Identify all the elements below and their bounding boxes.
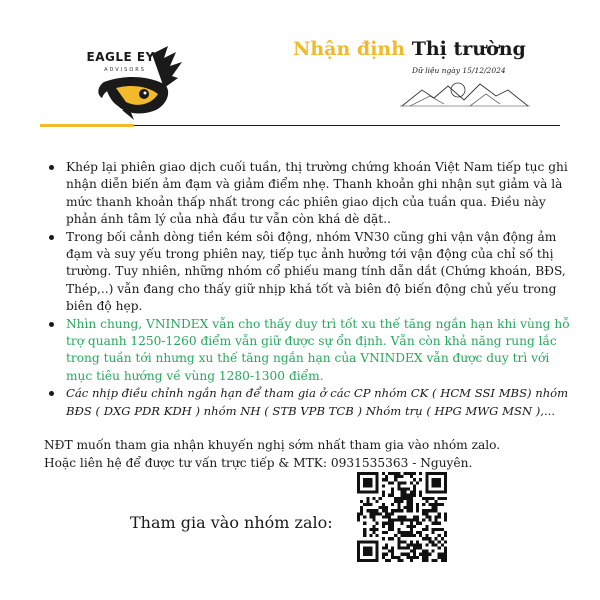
title-rest: Thị trường <box>411 38 526 60</box>
logo-subtitle: ADVISORS <box>104 67 146 73</box>
contact-block <box>44 436 574 472</box>
header-rule-accent <box>40 124 134 127</box>
bullet-dot <box>49 391 54 396</box>
bullet-item <box>44 159 574 229</box>
bullet-dot <box>49 165 54 170</box>
header-rule <box>134 125 560 126</box>
bullet-dot <box>49 322 54 327</box>
bullet-item <box>44 229 574 316</box>
logo-name: EAGLE EYE <box>86 50 164 64</box>
contact-line-2: Hoặc liên hệ để được tư vấn trực tiếp & MTK: 0931535363 - Nguyên. <box>44 456 473 470</box>
analysis-bullets <box>44 159 574 420</box>
bullet-item-highlight <box>44 316 574 386</box>
eagle-eye-logo <box>60 40 190 122</box>
title-highlight: Nhận định <box>293 38 406 60</box>
bullet-text: Khép lại phiên giao dịch cuối tuần, thị trường chứng khoán Việt Nam tiếp tục ghi nhận diễn biến ảm đạm và giảm điểm nhẹ. Thanh khoản ghi nhận sụt giảm và là mức thanh khoản thấp nhất trong các phiên giao dịch của tuần qua. Điều này phản ánh tâm lý của nhà đầu tư vẫn còn khá dè dặt.. <box>66 160 568 227</box>
bullet-text: Trong bối cảnh dòng tiền kém sôi động, nhóm VN30 cũng ghi vận vận động ảm đạm và suy yếu trong phiên nay, tiếp tục ảnh hưởng tới vận động của chỉ số thị trường. Tuy nhiên, những nhóm cổ phiếu mang tính dẫn dắt (Chứng khoán, BĐS, Thép,..) vẫn đang cho thấy giữ nhịp khá tốt và biên độ biến động chủ yếu trong biên độ hẹp. <box>66 229 566 314</box>
join-zalo-label: Tham gia vào nhóm zalo: <box>130 513 333 532</box>
date-line: Dữ liệu ngày 15/12/2024 <box>412 66 506 75</box>
bullet-dot <box>49 235 54 240</box>
bullet-text: Các nhịp điều chỉnh ngắn hạn để tham gia ở các CP nhóm CK ( HCM SSI MBS) nhóm BĐS ( DXG PDR KDH ) nhóm NH ( STB VPB TCB ) Nhóm trụ ( HPG MWG MSN ),... <box>66 386 569 418</box>
contact-line-1: NĐT muốn tham gia nhận khuyến nghị sớm nhất tham gia vào nhóm zalo. <box>44 438 501 452</box>
page-title <box>293 38 526 60</box>
bullet-text: Nhìn chung, VNINDEX vẫn cho thấy duy trì tốt xu thế tăng ngắn hạn khi vùng hỗ trợ quanh 1250-1260 điểm vẫn giữ được sự ổn định. Vẫn còn khả năng rung lắc trong tuần tới nhưng xu thế tăng ngắn hạn của VNINDEX vẫn được duy trì với mục tiêu hướng về vùng 1280-1300 điểm. <box>66 316 570 383</box>
bullet-item <box>44 385 574 420</box>
mountain-icon <box>400 78 530 108</box>
zalo-qr-code-icon[interactable] <box>357 472 447 562</box>
